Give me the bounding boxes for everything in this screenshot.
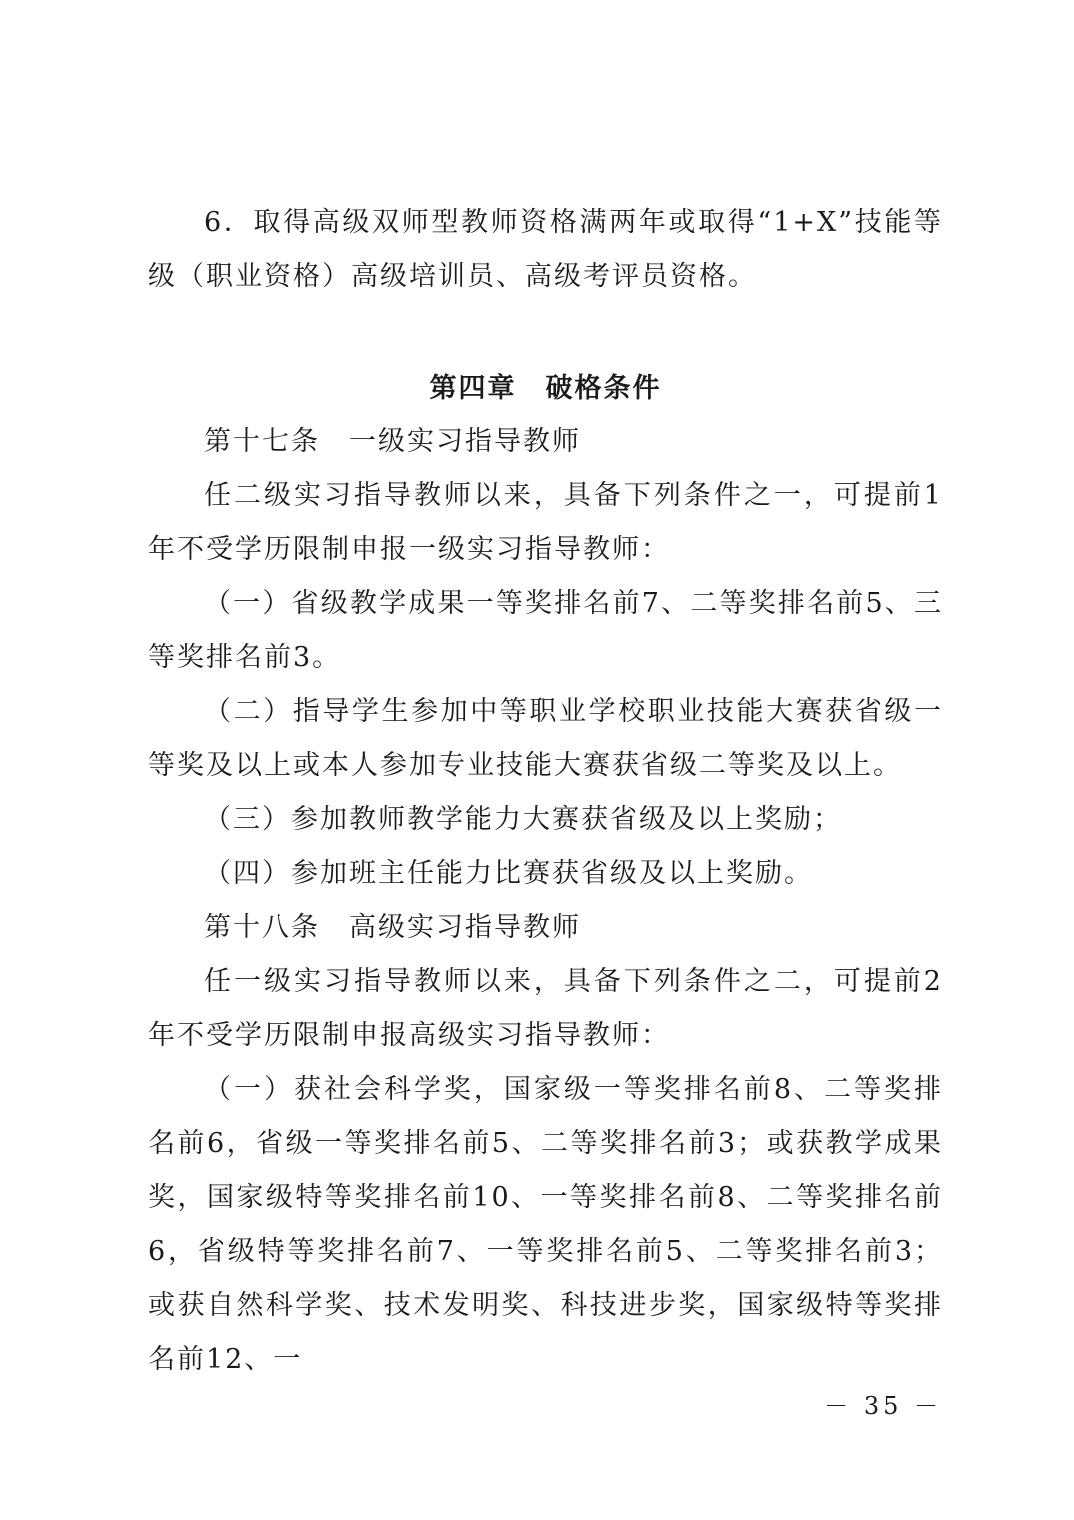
article-17-intro: 任二级实习指导教师以来，具备下列条件之一，可提前1年不受学历限制申报一级实习指导教师： bbox=[148, 480, 943, 565]
article-18-title: 第十八条 高级实习指导教师 bbox=[204, 912, 581, 943]
chapter-heading: 第四章 破格条件 bbox=[429, 373, 662, 404]
paragraph-item-6: 6．取得高级双师型教师资格满两年或取得“1+X”技能等级（职业资格）高级培训员、高级考评员资格。 bbox=[148, 207, 943, 292]
chapter-body bbox=[148, 415, 943, 1387]
article-18-intro: 任一级实习指导教师以来，具备下列条件之二，可提前2年不受学历限制申报高级实习指导教师： bbox=[148, 966, 943, 1051]
article-18-item-1: （一）获社会科学奖，国家级一等奖排名前8、二等奖排名前6，省级一等奖排名前5、二等奖排名前3；或获教学成果奖，国家级特等奖排名前10、一等奖排名前8、二等奖排名前6，省级特等奖排名前7、一等奖排名前5、二等奖排名前3；或获自然科学奖、技术发明奖、科技进步奖，国家级特等奖排名前12、一 bbox=[148, 1074, 943, 1375]
article-17-item-1: （一）省级教学成果一等奖排名前7、二等奖排名前5、三等奖排名前3。 bbox=[148, 588, 943, 673]
article-17-item-4: （四）参加班主任能力比赛获省级及以上奖励。 bbox=[204, 858, 813, 889]
article-17-title: 第十七条 一级实习指导教师 bbox=[204, 426, 581, 457]
page-number: － 35 － bbox=[824, 1392, 942, 1420]
article-17-item-2: （二）指导学生参加中等职业学校职业技能大赛获省级一等奖及以上或本人参加专业技能大赛获省级二等奖及以上。 bbox=[148, 696, 943, 781]
article-17-item-3: （三）参加教师教学能力大赛获省级及以上奖励； bbox=[204, 804, 842, 835]
section-top bbox=[148, 196, 943, 304]
